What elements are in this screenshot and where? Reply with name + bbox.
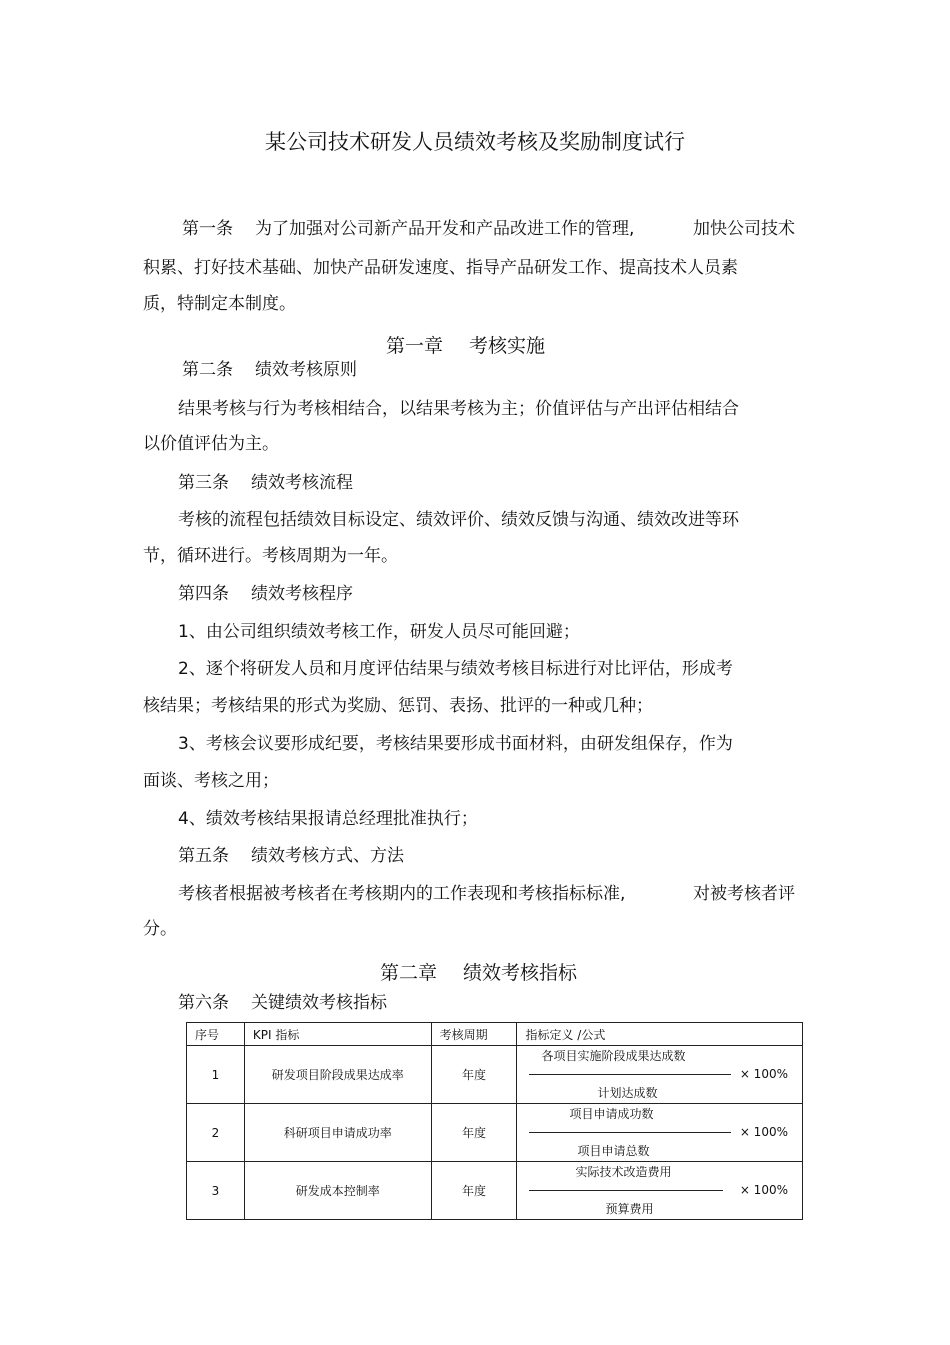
formula-denominator: 项目申请总数 (577, 1144, 650, 1158)
article-3-label: 第三条 (178, 473, 229, 493)
document-title: 某公司技术研发人员绩效考核及奖励制度试行 (265, 130, 685, 154)
formula-numerator: 各项目实施阶段成果达成数 (541, 1049, 686, 1063)
chapter-1-name: 考核实施 (469, 335, 546, 357)
row-kpi: 研发项目阶段成果达成率 (244, 1046, 431, 1104)
article-4-item-3-line-2: 面谈、考核之用； (143, 771, 279, 791)
article-5-title: 绩效考核方式、方法 (251, 846, 404, 866)
article-4-item-2-line-1: 2、逐个将研发人员和月度评估结果与绩效考核目标进行对比评估，形成考 (178, 659, 733, 679)
fraction-bar (529, 1074, 731, 1075)
article-1-text-a: 为了加强对公司新产品开发和产品改进工作的管理, (255, 219, 635, 239)
article-6-label: 第六条 (178, 993, 229, 1013)
article-6-heading (178, 992, 387, 1014)
kpi-table-header-row (187, 1023, 803, 1046)
chapter-1-heading (386, 331, 545, 358)
article-1-line-1 (182, 218, 634, 240)
article-4-heading (178, 583, 353, 605)
header-kpi: KPI 指标 (244, 1023, 431, 1046)
article-5-label: 第五条 (178, 846, 229, 866)
article-5-heading (178, 845, 404, 867)
article-2-title: 绩效考核原则 (255, 360, 357, 380)
article-3-line-1: 考核的流程包括绩效目标设定、绩效评价、绩效反馈与沟通、绩效改进等环 (178, 510, 739, 530)
article-3-title: 绩效考核流程 (251, 473, 353, 493)
article-2-heading (182, 359, 357, 381)
formula-denominator: 预算费用 (605, 1202, 654, 1216)
row-kpi: 研发成本控制率 (244, 1162, 431, 1220)
formula-numerator: 实际技术改造费用 (575, 1165, 672, 1179)
chapter-1-number: 第一章 (386, 335, 444, 357)
row-period: 年度 (431, 1046, 517, 1104)
article-6-title: 关键绩效考核指标 (251, 993, 387, 1013)
chapter-2-heading (380, 958, 577, 985)
article-4-item-4: 4、绩效考核结果报请总经理批准执行； (178, 809, 478, 829)
article-2-line-1: 结果考核与行为考核相结合，以结果考核为主；价值评估与产出评估相结合 (178, 399, 739, 419)
table-row (187, 1162, 803, 1220)
chapter-2-name: 绩效考核指标 (463, 962, 578, 984)
article-4-title: 绩效考核程序 (251, 584, 353, 604)
row-no: 1 (187, 1046, 245, 1104)
row-period: 年度 (431, 1162, 517, 1220)
formula-denominator: 计划达成数 (597, 1086, 658, 1100)
article-1-line-2: 积累、打好技术基础、加快产品研发速度、指导产品研发工作、提高技术人员素 (143, 258, 738, 278)
article-1-text-b: 加快公司技术 (693, 219, 795, 239)
row-no: 2 (187, 1104, 245, 1162)
row-formula (517, 1162, 803, 1220)
article-3-heading (178, 472, 353, 494)
article-3-line-2: 节，循环进行。考核周期为一年。 (143, 546, 398, 566)
article-5-line-1b: 对被考核者评 (693, 884, 795, 904)
article-1-label: 第一条 (182, 219, 233, 239)
article-4-label: 第四条 (178, 584, 229, 604)
article-5-line-1a: 考核者根据被考核者在考核期内的工作表现和考核指标标准, (178, 884, 626, 904)
row-no: 3 (187, 1162, 245, 1220)
article-2-line-2: 以价值评估为主。 (143, 434, 279, 454)
article-2-label: 第二条 (182, 360, 233, 380)
article-4-item-1: 1、由公司组织绩效考核工作，研发人员尽可能回避； (178, 622, 580, 642)
header-no: 序号 (187, 1023, 245, 1046)
row-kpi: 科研项目申请成功率 (244, 1104, 431, 1162)
formula-numerator: 项目申请成功数 (569, 1107, 654, 1121)
table-row (187, 1046, 803, 1104)
header-definition: 指标定义 /公式 (517, 1023, 803, 1046)
article-1-line-3: 质，特制定本制度。 (143, 294, 296, 314)
row-period: 年度 (431, 1104, 517, 1162)
chapter-2-number: 第二章 (380, 962, 438, 984)
formula-multiplier: × 100% (739, 1125, 788, 1139)
row-formula (517, 1104, 803, 1162)
fraction-bar (529, 1190, 723, 1191)
table-row (187, 1104, 803, 1162)
article-5-line-2: 分。 (143, 919, 177, 939)
formula-multiplier: × 100% (739, 1067, 788, 1081)
article-4-item-3-line-1: 3、考核会议要形成纪要，考核结果要形成书面材料，由研发组保存，作为 (178, 734, 733, 754)
fraction-bar (529, 1132, 731, 1133)
formula-multiplier: × 100% (739, 1183, 788, 1197)
kpi-table (186, 1022, 803, 1220)
article-4-item-2-line-2: 核结果；考核结果的形式为奖励、惩罚、表扬、批评的一种或几种； (143, 696, 653, 716)
row-formula (517, 1046, 803, 1104)
header-period: 考核周期 (431, 1023, 517, 1046)
